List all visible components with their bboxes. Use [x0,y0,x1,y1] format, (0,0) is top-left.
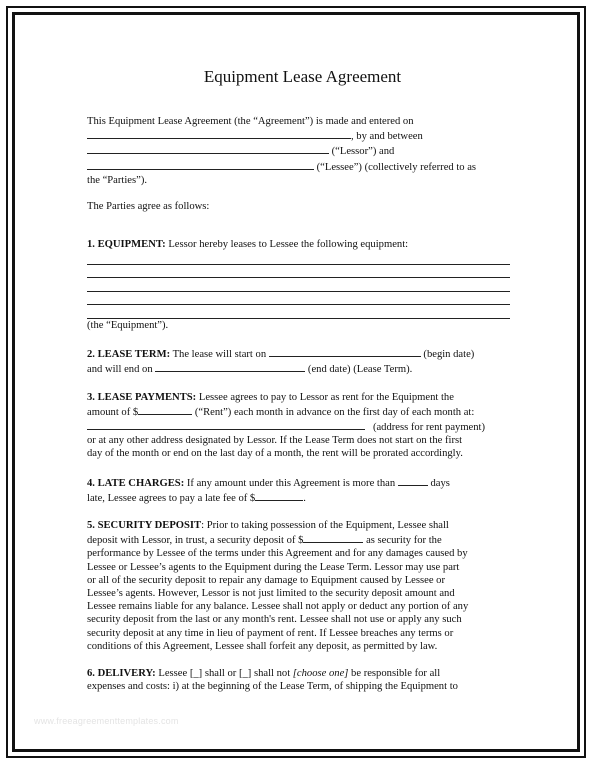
section-6-line-1: 6. DELIVERY: Lessee [_] shall or [_] shall not [choose one] be responsible for all [87,667,441,679]
intro-line-4: (“Lessee”) (collectively referred to as [87,159,512,174]
section-2-heading: 2. LEASE TERM: [87,349,171,361]
section-3-line-4: or at any other address designated by Lessor. If the Lease Term does not start on the first [87,435,463,447]
rent-amount-blank[interactable] [138,404,192,415]
section-3-line-5: day of the month or end on the last day of a month, the rent will be prorated accordingly. [87,448,463,460]
agree-text: The Parties agree as follows: [87,201,210,213]
equipment-line-4[interactable] [87,292,510,306]
document-title: Equipment Lease Agreement [203,67,402,86]
choose-one-note: [choose one] [292,667,349,679]
intro-line-1: This Equipment Lease Agreement (the “Agreement”) is made and entered on [87,116,414,127]
late-fee-blank[interactable] [255,490,303,501]
section-3-heading: 3. LEASE PAYMENTS: [87,391,197,403]
equipment-line-5[interactable] [87,305,510,319]
section-3-line-2: amount of $ (“Rent”) each month in advance on the first day of each month at: [87,404,512,419]
lessee-blank[interactable] [87,159,314,170]
section-3-line-1: 3. LEASE PAYMENTS: Lessee agrees to pay to Lessor as rent for the Equipment the [87,391,454,403]
section-4-line-2: late, Lessee agrees to pay a late fee of $ . [87,490,512,505]
section-4-heading: 4. LATE CHARGES: [87,477,185,489]
section-2-line-1: 2. LEASE TERM: The lease will start on (begin date) [87,346,512,361]
section-2-line-2: and will end on (end date) (Lease Term). [87,361,512,376]
section-4-line-1: 4. LATE CHARGES: If any amount under this Agreement is more than days [87,475,512,490]
begin-date-blank[interactable] [269,346,421,357]
lessor-blank[interactable] [87,143,329,154]
section-6-line-2: expenses and costs: i) at the beginning of the Lease Term, of shipping the Equipment to [87,681,458,693]
section-6-heading: 6. DELIVERY: [87,667,156,679]
section-5-line-8: security deposit from the last or any month's rent. Lessee shall not use or apply any such [87,614,462,626]
end-date-blank[interactable] [155,361,305,372]
watermark-text: www.freeagreementtemplates.com [34,716,179,726]
section-5-line-1: 5. SECURITY DEPOSIT: Prior to taking possession of the Equipment, Lessee shall [87,519,449,531]
date-blank[interactable] [87,128,351,139]
section-5-heading: 5. SECURITY DEPOSIT [87,519,202,531]
section-5-line-7: Lessee remains liable for any balance. Lessee shall not apply or deduct any portion of any [87,601,469,613]
intro-line-3: (“Lessor”) and [87,143,512,158]
rent-address-blank[interactable] [87,419,365,430]
intro-line-2: , by and between [87,128,512,143]
section-5-line-2: deposit with Lessor, in trust, a security deposit of $ as security for the [87,532,512,547]
section-5-line-3: performance by Lessee of the terms under this Agreement and for any damages caused by [87,548,468,560]
section-5-line-10: conditions of this Agreement, Lessee shall forfeit any deposit, as permitted by law. [87,640,438,652]
section-3-line-3: (address for rent payment) [87,419,512,434]
equipment-line-3[interactable] [87,278,510,292]
section-1-intro: 1. EQUIPMENT: Lessor hereby leases to Lessee the following equipment: [87,239,409,251]
section-5-line-4: Lessee or Lessee’s agents to the Equipment during the Lease Term. Lessor may use part [87,561,460,573]
equipment-line-1[interactable] [87,251,510,265]
section-5-line-6: Lessee’s agents. However, Lessor is not just limited to the security deposit amount and [87,587,455,599]
section-1-closing: (the “Equipment”). [87,319,169,331]
equipment-line-2[interactable] [87,265,510,279]
document-page [87,66,512,693]
intro-line-5: the “Parties”). [87,174,148,186]
section-1-heading: 1. EQUIPMENT: [87,239,166,251]
section-5-line-9: security deposit at any time in lieu of payment of rent. If Lessee breaches any terms or [87,627,454,639]
late-days-blank[interactable] [398,475,428,486]
deposit-amount-blank[interactable] [303,532,363,543]
section-5-line-5: or all of the security deposit to repair any damage to Equipment caused by Lessee or [87,574,446,586]
